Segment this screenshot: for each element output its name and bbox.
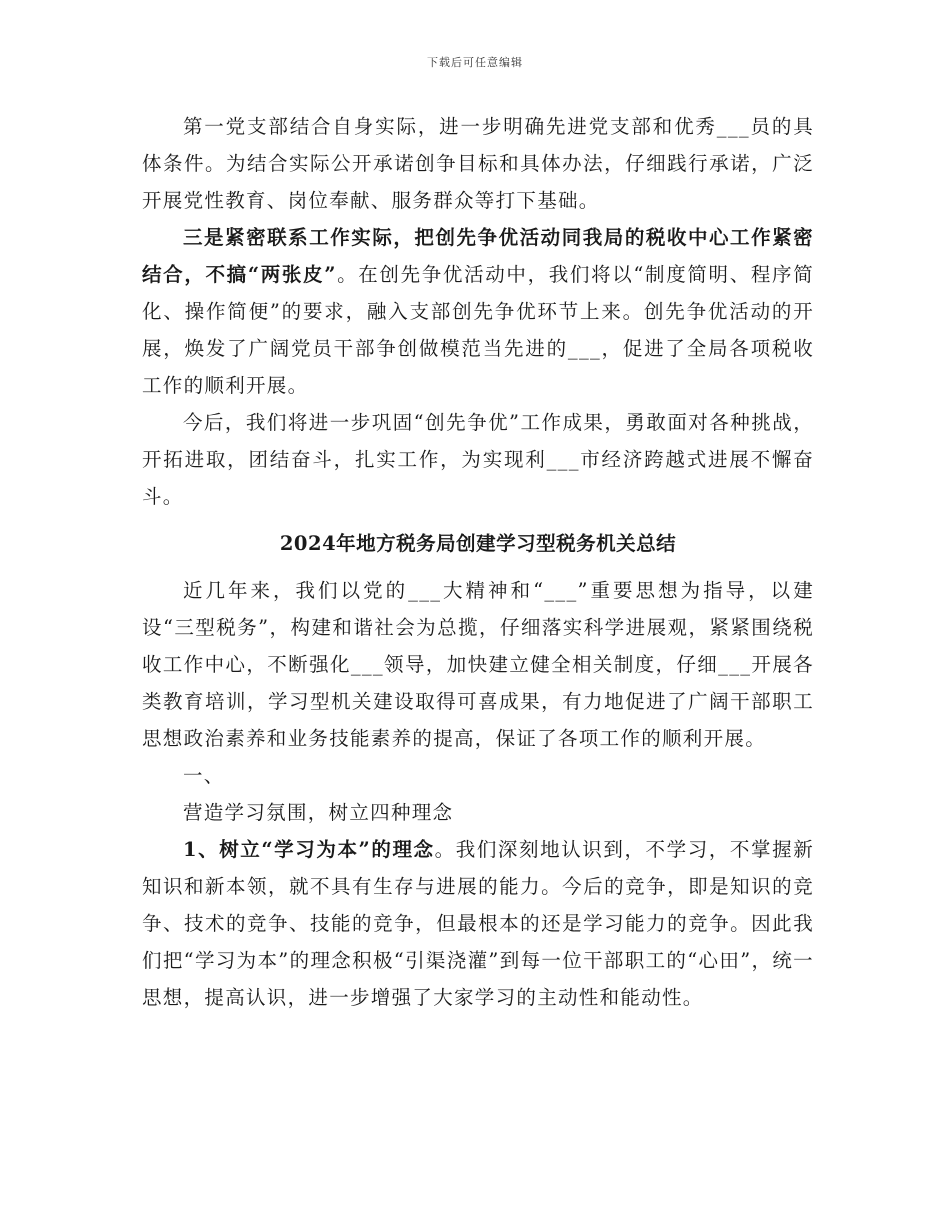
- paragraph-work-practice: [142, 219, 814, 404]
- paragraph-body-text: 。在创先争优活动中，我们将以“制度简明、程序简化、操作简便”的要求，融入支部创先争优环节上来。创先争优活动的开展，焕发了广阔党员干部争创做模范当先进的___，促进了全局各项税收工作的顺利开展。: [142, 263, 815, 397]
- paragraph-future: 今后，我们将进一步巩固“创先争优”工作成果，勇敢面对各种挑战，开拓进取，团结奋斗，扎实工作，为实现利___市经济跨越式进展不懈奋斗。: [142, 411, 814, 508]
- page-header: 下载后可任意编辑: [427, 56, 523, 69]
- document-body: [142, 108, 814, 1016]
- document-title: 2024年地方税务局创建学习型税务机关总结: [279, 532, 677, 555]
- section-heading: 营造学习氛围，树立四种理念: [182, 801, 454, 824]
- paragraph-body-text: 。我们深刻地认识到，不学习，不掌握新知识和新本领，就不具有生存与进展的能力。今后的竞争，即是知识的竞争、技术的竞争、技能的竞争，但最根本的还是学习能力的竞争。因此我们把“学习为本”的理念积极“引渠浇灌”到每一位干部职工的“心田”，统一思想，提高认识，进一步增强了大家学习的主动性和能动性。: [142, 838, 814, 1009]
- section-number: 一、: [182, 764, 225, 787]
- paragraph-intro: 近几年来，我们以党的___大精神和“___”重要思想为指导，以建设“三型税务”，构建和谐社会为总揽，仔细落实科学进展观，紧紧围绕税收工作中心，不断强化___领导，加快建立健全相关制度，仔细___开展各类教育培训，学习型机关建设取得可喜成果，有力地促进了广阔干部职工思想政治素养和业务技能素养的提高，保证了各项工作的顺利开展。: [142, 579, 814, 750]
- paragraph-learning-first: [142, 831, 814, 1016]
- paragraph-bold-lead: 三是紧密联系工作实际，把创先争优活动同我局的税收中心工作紧密结合，不搞“两张皮”: [142, 226, 814, 286]
- paragraph-party-branch: 第一党支部结合自身实际，进一步明确先进党支部和优秀___员的具体条件。为结合实际公开承诺创争目标和具体办法，仔细践行承诺，广泛开展党性教育、岗位奉献、服务群众等打下基础。: [142, 115, 814, 212]
- paragraph-bold-lead: 1、树立“学习为本”的理念: [182, 838, 435, 861]
